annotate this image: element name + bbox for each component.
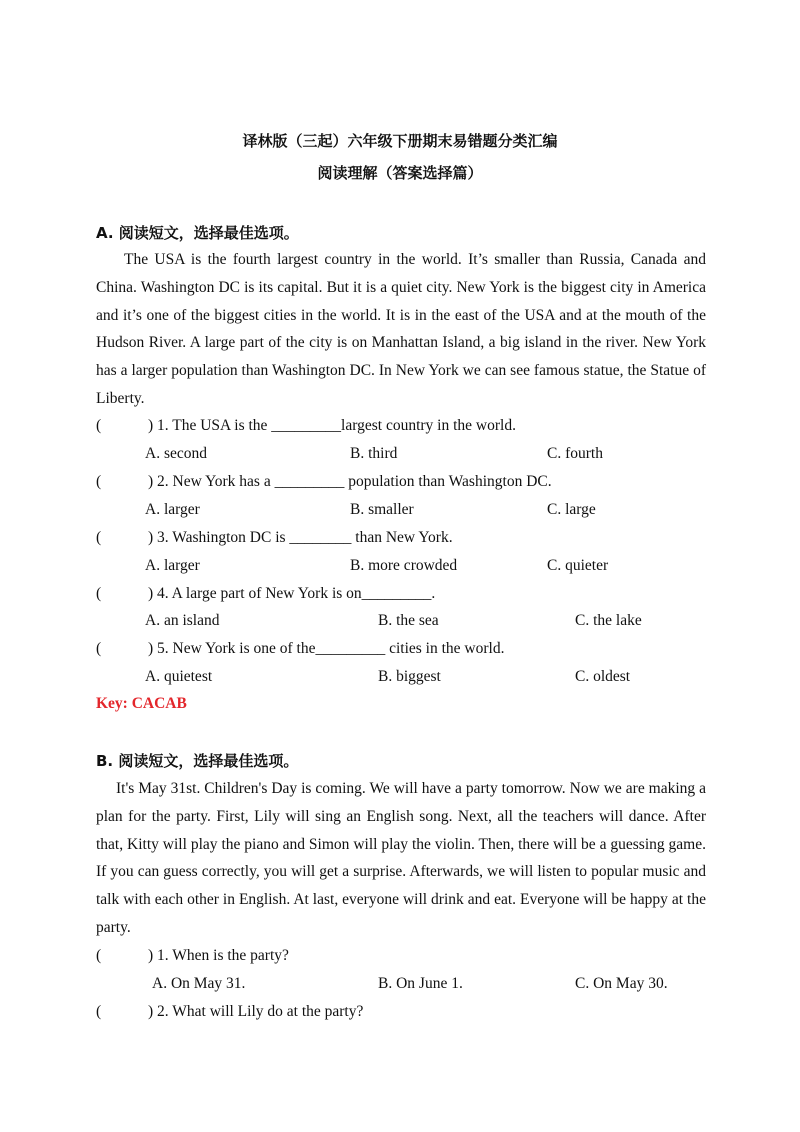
option-c: C. fourth [547, 445, 603, 462]
page-title: 译林版（三起）六年级下册期末易错题分类汇编 [242, 132, 558, 150]
question-b1-text: ) 1. When is the party? [148, 947, 289, 964]
question-b2: ( ) 2. What will Lily do at the party? [96, 1003, 364, 1020]
question-a3-text: ) 3. Washington DC is ________ than New York. [148, 529, 453, 546]
option-a: A. larger [145, 501, 200, 518]
section-b-passage: It's May 31st. Children's Day is coming. We will have a party tomorrow. Now we are making a plan for the party. First, Lily will sing an English song. Next, all the teachers will dance. After that, Kitty will play the piano and Simon will play the violin. Then, there will be a guessing game. If you can guess correctly, you will get a surprise. Afterwards, we will listen to popular music and talk with each other in English. At last, everyone will drink and eat. Everyone will be happy at the party. [96, 780, 706, 936]
page-subtitle: 阅读理解（答案选择篇） [317, 164, 483, 182]
question-a3: ( ) 3. Washington DC is ________ than New York. [96, 529, 453, 546]
option-b: B. smaller [350, 501, 414, 518]
question-a2-text: ) 2. New York has a _________ population than Washington DC. [148, 473, 552, 490]
option-c: C. oldest [575, 668, 631, 685]
option-a: A. quietest [145, 668, 213, 685]
question-b2-text: ) 2. What will Lily do at the party? [148, 1003, 364, 1020]
section-b-heading: B. 阅读短文，选择最佳选项。 [96, 752, 299, 770]
section-a-heading: A. 阅读短文，选择最佳选项。 [96, 224, 299, 242]
option-c: C. the lake [575, 612, 642, 629]
option-b: B. the sea [378, 612, 439, 629]
option-c: C. large [547, 501, 596, 518]
question-a1: ( ) 1. The USA is the _________largest country in the world. [96, 417, 516, 434]
question-b1: ( ) 1. When is the party? [96, 947, 289, 964]
question-a5: ( ) 5. New York is one of the_________ cities in the world. [96, 640, 505, 657]
option-a: A. an island [145, 612, 220, 629]
option-a: A. larger [145, 557, 200, 574]
option-b: B. biggest [378, 668, 441, 685]
option-c: C. On May 30. [575, 975, 668, 992]
question-a1-text: ) 1. The USA is the _________largest country in the world. [148, 417, 516, 434]
option-a: A. On May 31. [152, 975, 246, 992]
section-a-passage: The USA is the fourth largest country in the world. It’s smaller than Russia, Canada and China. Washington DC is its capital. But it is a quiet city. New York is the biggest city in America and it’s one of the biggest cities in the world. It is in the east of the USA and at the mouth of the Hudson River. A large part of the city is on Manhattan Island, a big island in the river. New York has a larger population than Washington DC. In New York we can see famous statue, the Statue of Liberty. [96, 251, 706, 407]
question-a4: ( ) 4. A large part of New York is on_________. [96, 585, 436, 602]
option-a: A. second [145, 445, 207, 462]
question-a4-text: ) 4. A large part of New York is on_________. [148, 585, 436, 602]
option-b: B. On June 1. [378, 975, 463, 992]
option-b: B. third [350, 445, 398, 462]
answer-key: Key: CACAB [96, 695, 187, 712]
question-a5-text: ) 5. New York is one of the_________ cities in the world. [148, 640, 505, 657]
option-b: B. more crowded [350, 557, 458, 574]
option-c: C. quieter [547, 557, 609, 574]
question-a2: ( ) 2. New York has a _________ population than Washington DC. [96, 473, 552, 490]
